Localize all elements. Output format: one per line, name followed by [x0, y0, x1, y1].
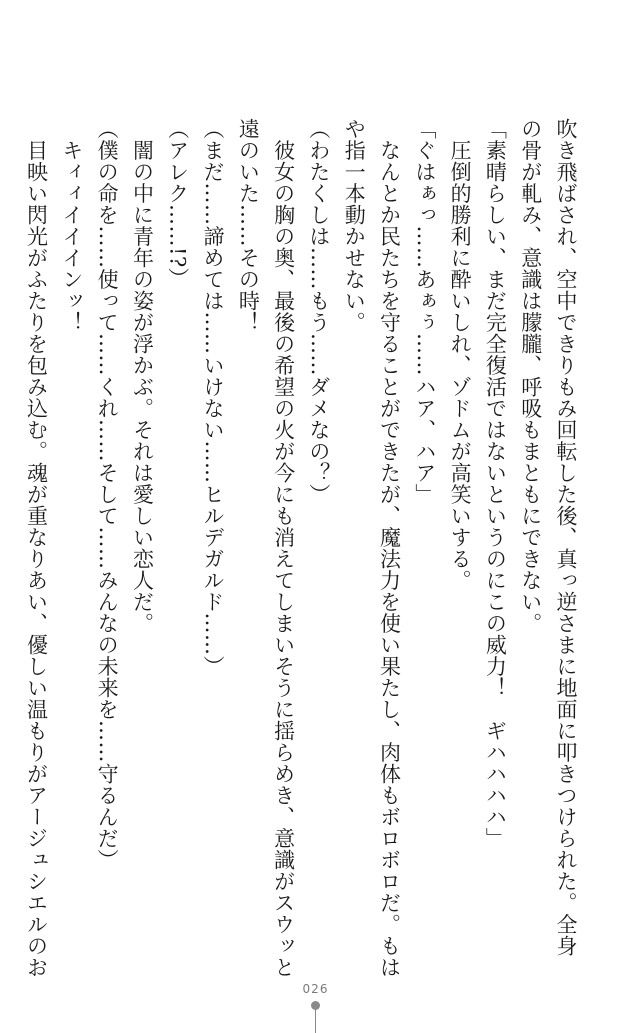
text-line: 闇の中に青年の姿が浮かぶ。それは愛しい恋人だ。	[130, 118, 155, 634]
text-line: （わたくしは……もう……ダメなの？）	[306, 118, 331, 505]
text-line: キィィイイインッ！	[59, 118, 84, 333]
text-line: 「ぐはぁっ……あぁぅ……ハア、ハア」	[412, 118, 437, 505]
text-line: 「素晴らしい、まだ完全復活ではないというのにこの威力！ ギハハハハ」	[483, 118, 508, 849]
text-line: なんとか民たちを守ることができたが、魔法力を使い果たし、肉体もボロボロだ。もは	[377, 118, 402, 978]
text-line: （僕の命を……使って……くれ……そして……みんなの未来を……守るんだ）	[95, 118, 120, 871]
text-line: 吹き飛ばされ、空中できりもみ回転した後、真っ逆さまに地面に叩きつけられた。全身	[554, 118, 578, 957]
page-marker-line	[315, 1010, 316, 1033]
text-line: 彼女の胸の奥、最後の希望の火が今にも消えてしまいそうに揺らめき、意識がスウッと	[271, 118, 296, 978]
page-number: 026	[302, 982, 329, 996]
text-line: の骨が軋み、意識は朦朧、呼吸もまともにできない。	[518, 118, 543, 634]
vertical-text-body	[23, 118, 583, 978]
text-line: 遠のいた……その時！	[236, 118, 261, 333]
text-line: 目映い閃光がふたりを包み込む。魂が重なりあい、優しい温もりがアージュシエルのお	[24, 118, 49, 978]
page-footer	[0, 982, 631, 1033]
text-line: や指一本動かせない。	[342, 118, 367, 333]
text-line: （まだ……諦めては……いけない……ヒルデガルド……）	[201, 118, 226, 677]
page-marker-dot-icon	[311, 1001, 320, 1010]
text-line: （アレク……!?）	[165, 118, 190, 290]
text-line: 圧倒的勝利に酔いしれ、ゾドムが高笑いする。	[448, 118, 473, 591]
